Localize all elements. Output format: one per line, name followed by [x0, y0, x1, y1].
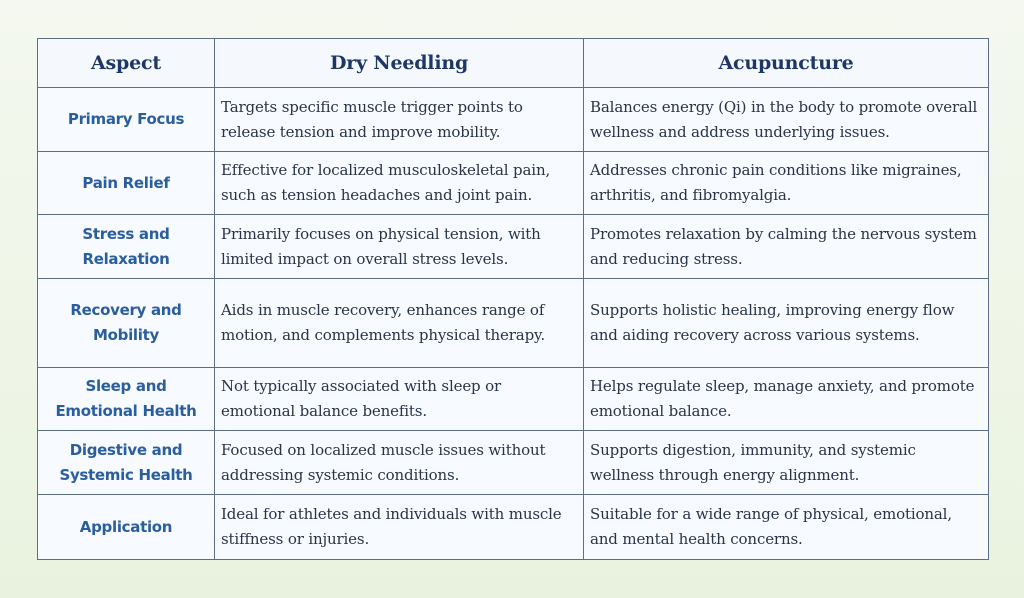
aspect-cell: Digestive and Systemic Health: [38, 431, 215, 495]
acupuncture-cell: Helps regulate sleep, manage anxiety, and promote emotional balance.: [584, 368, 989, 431]
table-header-row: [38, 39, 989, 88]
header-aspect: Aspect: [38, 39, 215, 88]
acupuncture-cell: Supports digestion, immunity, and systemic wellness through energy alignment.: [584, 431, 989, 495]
aspect-cell: Application: [38, 495, 215, 560]
table-row-recovery-mobility: [38, 279, 989, 368]
aspect-cell: Pain Relief: [38, 152, 215, 215]
table-row-digestive-systemic: [38, 431, 989, 495]
dry-needling-cell: Effective for localized musculoskeletal pain, such as tension headaches and joint pain.: [215, 152, 584, 215]
acupuncture-cell: Balances energy (Qi) in the body to promote overall wellness and address underlying issues.: [584, 88, 989, 152]
table-row-primary-focus: [38, 88, 989, 152]
aspect-cell: Sleep and Emotional Health: [38, 368, 215, 431]
table-row-sleep-emotional: [38, 368, 989, 431]
acupuncture-cell: Supports holistic healing, improving energy flow and aiding recovery across various systems.: [584, 279, 989, 368]
dry-needling-cell: Focused on localized muscle issues without addressing systemic conditions.: [215, 431, 584, 495]
aspect-cell: Primary Focus: [38, 88, 215, 152]
dry-needling-cell: Not typically associated with sleep or emotional balance benefits.: [215, 368, 584, 431]
comparison-table: [37, 38, 989, 560]
dry-needling-cell: Aids in muscle recovery, enhances range of motion, and complements physical therapy.: [215, 279, 584, 368]
table-row-application: [38, 495, 989, 560]
comparison-table-container: [37, 38, 988, 559]
dry-needling-cell: Ideal for athletes and individuals with muscle stiffness or injuries.: [215, 495, 584, 560]
dry-needling-cell: Primarily focuses on physical tension, with limited impact on overall stress levels.: [215, 215, 584, 279]
header-dry-needling: Dry Needling: [215, 39, 584, 88]
table-row-pain-relief: [38, 152, 989, 215]
aspect-cell: Stress and Relaxation: [38, 215, 215, 279]
acupuncture-cell: Promotes relaxation by calming the nervous system and reducing stress.: [584, 215, 989, 279]
aspect-cell: Recovery and Mobility: [38, 279, 215, 368]
acupuncture-cell: Suitable for a wide range of physical, emotional, and mental health concerns.: [584, 495, 989, 560]
table-row-stress-relaxation: [38, 215, 989, 279]
header-acupuncture: Acupuncture: [584, 39, 989, 88]
dry-needling-cell: Targets specific muscle trigger points to release tension and improve mobility.: [215, 88, 584, 152]
acupuncture-cell: Addresses chronic pain conditions like migraines, arthritis, and fibromyalgia.: [584, 152, 989, 215]
